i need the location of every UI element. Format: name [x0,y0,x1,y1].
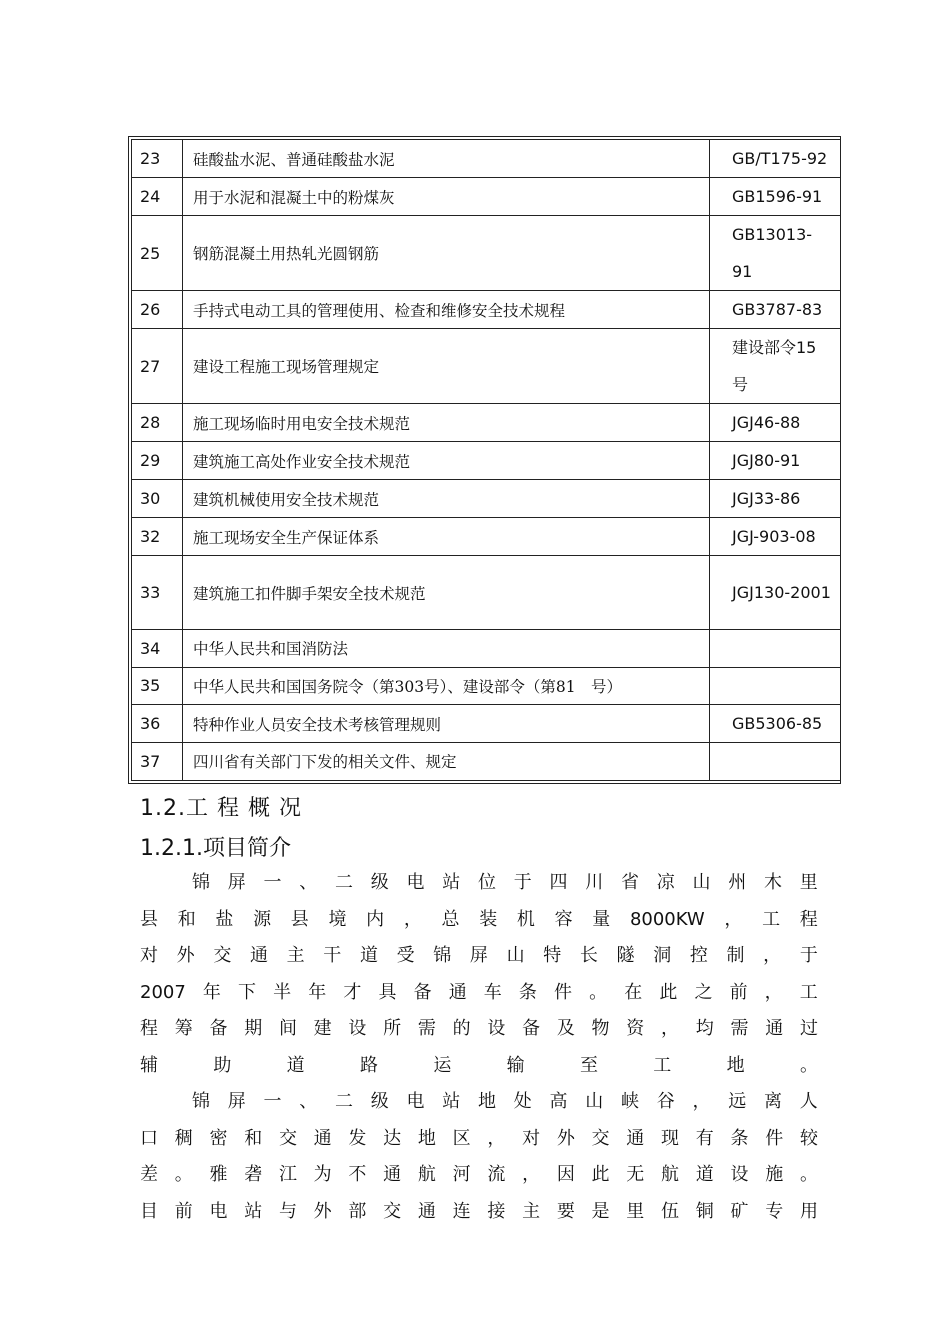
subsection-heading: 1.2.1.项目简介 [140,836,291,861]
standard-name: 施工现场临时用电安全技术规范 [183,404,710,442]
standard-code: GB5306-85 [710,705,841,743]
table-row [132,216,841,291]
row-number: 25 [132,216,183,291]
standard-code: JGJ33-86 [710,480,841,518]
row-number: 36 [132,705,183,743]
row-number: 30 [132,480,183,518]
row-number: 26 [132,291,183,329]
standard-name: 建设工程施工现场管理规定 [183,329,710,404]
standard-code: GB/T175-92 [710,140,841,178]
standard-code: 建设部令15号 [710,329,841,404]
table-row [132,518,841,556]
standard-code [710,667,841,705]
standard-name: 硅酸盐水泥、普通硅酸盐水泥 [183,140,710,178]
paragraph-line: 口 稠 密 和 交 通 发 达 地 区 ， 对 外 交 通 现 有 条 件 较 [140,1127,818,1149]
paragraph-line: 对 外 交 通 主 干 道 受 锦 屏 山 特 长 隧 洞 控 制 ， 于 [140,945,818,966]
paragraph-line: 锦 屏 一 、 二 级 电 站 位 于 四 川 省 凉 山 州 木 里 [192,872,818,893]
row-number: 37 [132,743,183,781]
standard-code: GB1596-91 [710,178,841,216]
standard-name: 用于水泥和混凝土中的粉煤灰 [183,178,710,216]
row-number: 27 [132,329,183,404]
row-number: 34 [132,630,183,668]
table-row [132,630,841,668]
standards-table [128,136,841,784]
paragraph-line: 目 前 电 站 与 外 部 交 通 连 接 主 要 是 里 伍 铜 矿 专 用 [140,1200,818,1222]
standard-name: 手持式电动工具的管理使用、检查和维修安全技术规程 [183,291,710,329]
paragraph-line: 2007 年 下 半 年 才 具 备 通 车 条 件 。 在 此 之 前 ， 工 [140,981,818,1003]
row-number: 24 [132,178,183,216]
paragraph-line: 锦 屏 一 、 二 级 电 站 地 处 高 山 峡 谷 ， 远 离 人 [192,1091,818,1112]
table-row [132,329,841,404]
standard-name: 四川省有关部门下发的相关文件、规定 [183,743,710,781]
standard-code: GB13013-91 [710,216,841,291]
standard-name: 施工现场安全生产保证体系 [183,518,710,556]
paragraph-line: 差 。 雅 砻 江 为 不 通 航 河 流 ， 因 此 无 航 道 设 施 。 [140,1164,818,1185]
row-number: 35 [132,667,183,705]
table-row [132,178,841,216]
table-row [132,667,841,705]
row-number: 32 [132,518,183,556]
standards-table-body [132,140,841,781]
table-row [132,404,841,442]
standard-code [710,630,841,668]
standard-name: 建筑施工高处作业安全技术规范 [183,442,710,480]
paragraph-line: 程 筹 备 期 间 建 设 所 需 的 设 备 及 物 资 ， 均 需 通 过 [140,1018,818,1039]
row-number: 28 [132,404,183,442]
paragraph-line: 县 和 盐 源 县 境 内 ， 总 装 机 容 量 8000KW ， 工 程 [140,908,818,930]
row-number: 29 [132,442,183,480]
table-row [132,291,841,329]
paragraph-line: 辅 助 道 路 运 输 至 工 地 。 [140,1054,818,1076]
standard-code: GB3787-83 [710,291,841,329]
standard-name: 特种作业人员安全技术考核管理规则 [183,705,710,743]
section-heading: 1.2.工 程 概 况 [140,796,302,821]
table-row [132,743,841,781]
standard-code [710,743,841,781]
row-number: 33 [132,556,183,630]
standard-code: JGJ130-2001 [710,556,841,630]
standard-name: 建筑机械使用安全技术规范 [183,480,710,518]
table-row [132,140,841,178]
standard-code: JGJ-903-08 [710,518,841,556]
row-number: 23 [132,140,183,178]
table-row [132,556,841,630]
standard-name: 中华人民共和国消防法 [183,630,710,668]
standard-name: 中华人民共和国国务院令（第303号）、建设部令（第81 号） [183,667,710,705]
table-row [132,480,841,518]
standard-name: 建筑施工扣件脚手架安全技术规范 [183,556,710,630]
standard-code: JGJ46-88 [710,404,841,442]
table-row [132,705,841,743]
standard-code: JGJ80-91 [710,442,841,480]
standard-name: 钢筋混凝土用热轧光圆钢筋 [183,216,710,291]
table-row [132,442,841,480]
